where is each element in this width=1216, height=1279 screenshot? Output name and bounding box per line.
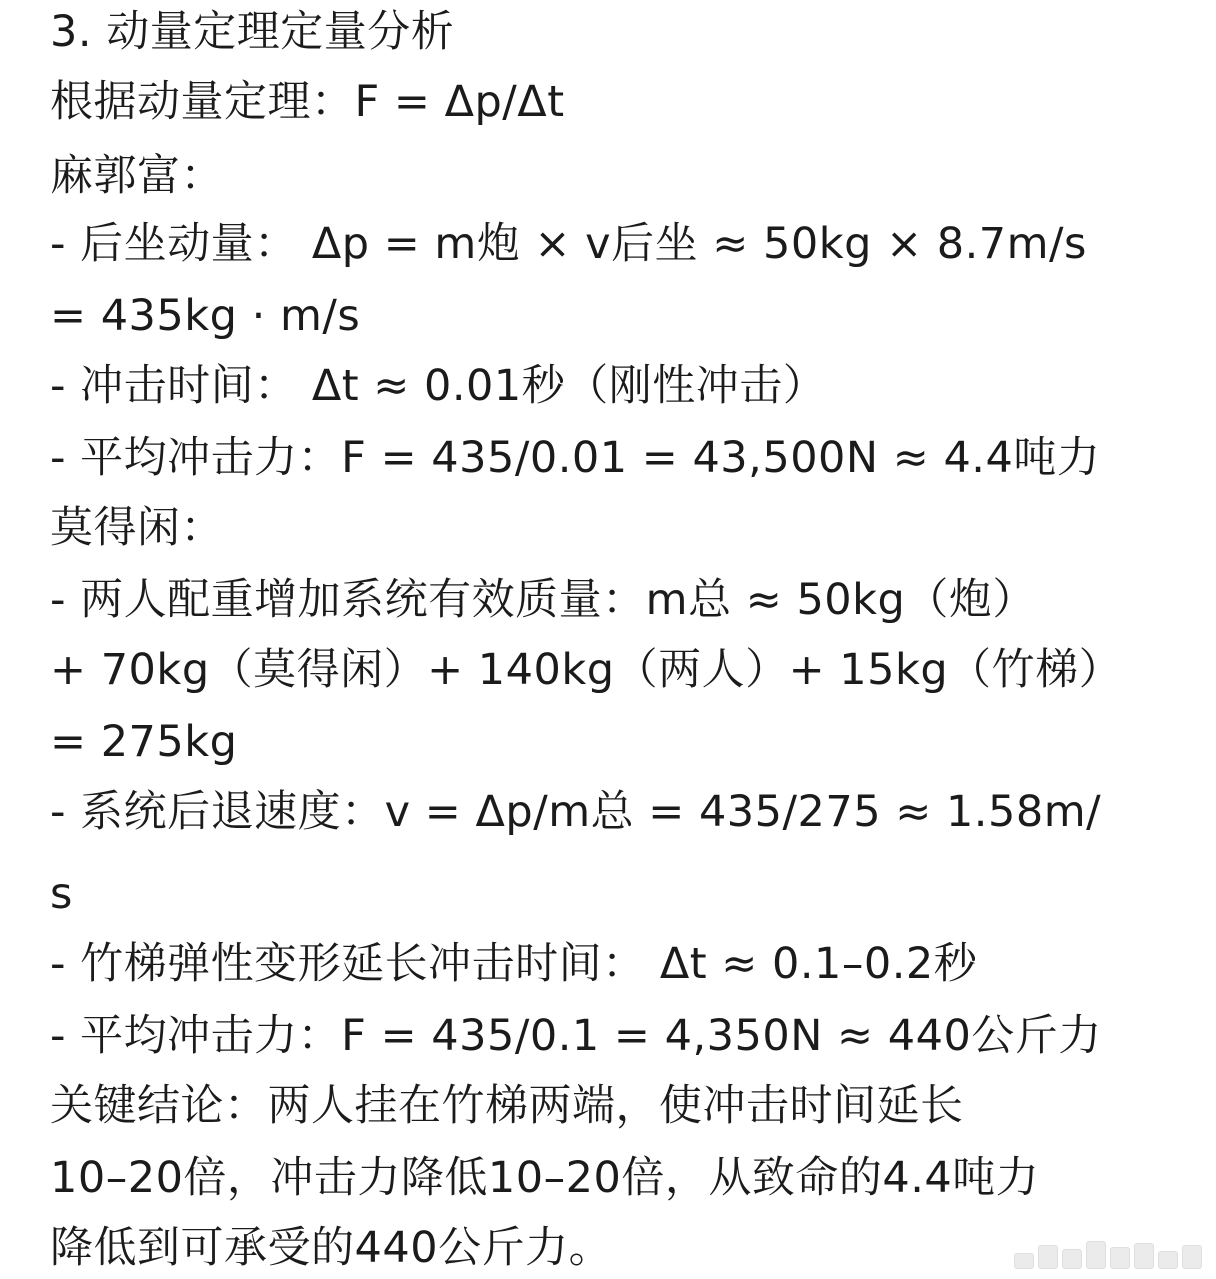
conclusion-line: 关键结论：两人挂在竹梯两端，使冲击时间延长 [50,1081,964,1131]
text-line: = 435kg · m/s [50,291,361,341]
conclusion-line: 10–20倍，冲击力降低10–20倍，从致命的4.4吨力 [50,1153,1040,1203]
theorem-line: 根据动量定理：F = Δp/Δt [50,77,565,127]
watermark-logo [1014,1241,1202,1269]
section-heading: 3. 动量定理定量分析 [50,7,455,57]
text-line: - 系统后退速度：v = Δp/m总 = 435/275 ≈ 1.58m/ [50,787,1102,837]
text-line: - 平均冲击力：F = 435/0.1 = 4,350N ≈ 440公斤力 [50,1011,1102,1061]
text-line: s [50,869,73,919]
text-line: - 两人配重增加系统有效质量：m总 ≈ 50kg（炮） [50,575,1036,625]
subject-heading: 莫得闲： [50,503,224,553]
text-line: - 平均冲击力：F = 435/0.01 = 43,500N ≈ 4.4吨力 [50,433,1101,483]
text-line: + 70kg（莫得闲）+ 140kg（两人）+ 15kg（竹梯） [50,645,1123,695]
text-line: = 275kg [50,717,238,767]
conclusion-line: 降低到可承受的440公斤力。 [50,1223,613,1273]
text-line: - 冲击时间： Δt ≈ 0.01秒（刚性冲击） [50,361,827,411]
text-line: - 后坐动量： Δp = m炮 × v后坐 ≈ 50kg × 8.7m/s [50,219,1087,269]
text-line: - 竹梯弹性变形延长冲击时间： Δt ≈ 0.1–0.2秒 [50,939,978,989]
subject-heading: 麻郭富： [50,151,224,201]
